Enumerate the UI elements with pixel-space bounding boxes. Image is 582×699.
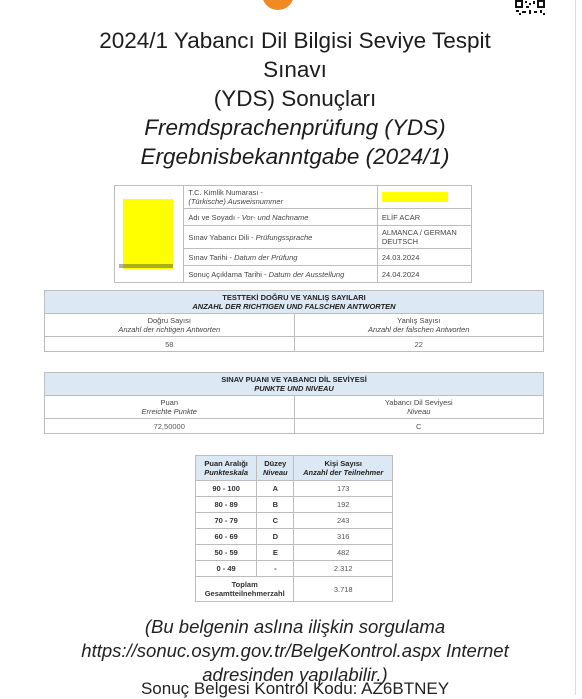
scale-range: 80 - 89: [196, 497, 257, 513]
score-scale-table: [195, 455, 393, 602]
scale-level: -: [257, 561, 294, 577]
scale-range: 70 - 79: [196, 513, 257, 529]
score-header-tr: SINAV PUANI VE YABANCI DİL SEVİYESİ: [221, 375, 367, 384]
announce-label-cell: [184, 266, 378, 283]
tc-label-cell: [184, 186, 378, 209]
table-row: [196, 561, 393, 577]
scale-col-range-tr: Puan Aralığı: [204, 459, 248, 468]
scale-count: 482: [294, 545, 393, 561]
scale-level: E: [257, 545, 294, 561]
scale-range: 0 - 49: [196, 561, 257, 577]
wrong-value: 22: [294, 337, 544, 352]
qr-code-icon: [514, 0, 546, 16]
wrong-label: Yanlış Sayısı: [397, 316, 441, 325]
scale-range: 50 - 59: [196, 545, 257, 561]
correct-label: Doğru Sayısı: [147, 316, 191, 325]
scale-count: 316: [294, 529, 393, 545]
correct-value: 58: [45, 337, 295, 352]
title-line-5: Ergebnisbekanntgabe (2024/1): [140, 144, 450, 169]
scale-count: 192: [294, 497, 393, 513]
points-label-de: Erreichte Punkte: [141, 407, 197, 416]
scale-range: 60 - 69: [196, 529, 257, 545]
scale-col-range-de: Punkteskala: [204, 468, 248, 477]
score-header-de: PUNKTE UND NIVEAU: [254, 384, 334, 393]
level-label-de: Niveau: [407, 407, 431, 416]
correct-label-de: Anzahl der richtigen Antworten: [118, 325, 221, 334]
scale-level: D: [257, 529, 294, 545]
note-line-3: adresinden yapılabilir.): [202, 664, 388, 685]
total-row: [196, 577, 393, 602]
scale-count: 243: [294, 513, 393, 529]
photo-shadow: [119, 264, 173, 268]
scale-count: 173: [294, 481, 393, 497]
level-label: Yabancı Dil Seviyesi: [384, 398, 453, 407]
table-row: [196, 513, 393, 529]
scale-count: 2.312: [294, 561, 393, 577]
answers-header-de: ANZAHL DER RICHTIGEN UND FALSCHEN ANTWORTEN: [192, 302, 396, 311]
score-header: [45, 373, 544, 396]
page-edge: [575, 0, 576, 695]
scale-col-level: [257, 456, 294, 481]
lang-label-de: Prüfungssprache: [255, 232, 313, 242]
title-line-1: 2024/1 Yabancı Dil Bilgisi Seviye Tespit: [99, 28, 491, 53]
level-value: C: [294, 419, 544, 434]
tc-redaction: [382, 192, 448, 202]
name-value: ELİF ACAR: [377, 209, 471, 226]
total-label-de: Gesamtteilnehmerzahl: [204, 589, 285, 598]
tc-label: T.C. Kimlik Numarası -: [188, 188, 263, 197]
points-label: Puan: [160, 398, 179, 407]
date-label-de: Datum der Prüfung: [234, 252, 298, 262]
total-label-cell: [196, 577, 294, 602]
table-row: [196, 497, 393, 513]
scale-col-count-tr: Kişi Sayısı: [324, 459, 362, 468]
verification-note: [40, 615, 550, 687]
total-label: Toplam: [231, 580, 258, 589]
table-row: [196, 529, 393, 545]
announce-label: Sonuç Açıklama Tarihi -: [188, 269, 267, 279]
wrong-label-de: Anzahl der falschen Antworten: [368, 325, 470, 334]
lang-value: ALMANCA / GERMAN DEUTSCH: [377, 226, 471, 249]
correct-label-cell: [45, 314, 295, 337]
control-code: Sonuç Belgesi Kontrol Kodu: AZ6BTNEY: [140, 679, 450, 698]
photo-redaction: [123, 199, 173, 269]
scale-col-count-de: Anzahl der Teilnehmer: [303, 468, 384, 477]
scale-col-count: [294, 456, 393, 481]
document-title: [40, 26, 550, 171]
title-line-4: Fremdsprachenprüfung (YDS): [144, 115, 446, 140]
total-value: 3.718: [294, 577, 393, 602]
answers-header-tr: TESTTEKİ DOĞRU VE YANLIŞ SAYILARI: [222, 293, 366, 302]
date-label: Sınav Tarihi -: [188, 252, 232, 262]
scale-col-level-de: Niveau: [263, 468, 288, 477]
tc-label-de: (Türkische) Ausweisnummer: [188, 197, 284, 206]
candidate-info-table: [114, 185, 472, 283]
lang-label: Sınav Yabancı Dili -: [188, 232, 254, 242]
scale-level: C: [257, 513, 294, 529]
title-line-2: Sınavı: [263, 57, 327, 82]
table-row: [196, 545, 393, 561]
candidate-photo: [115, 186, 184, 283]
name-label: Adı ve Soyadı -: [188, 212, 240, 222]
lang-label-cell: [184, 226, 378, 249]
announce-label-de: Datum der Ausstellung: [268, 269, 345, 279]
wrong-label-cell: [294, 314, 544, 337]
note-line-2: https://sonuc.osym.gov.tr/BelgeKontrol.aspx Internet: [81, 640, 509, 661]
date-value: 24.03.2024: [377, 249, 471, 266]
scale-level: A: [257, 481, 294, 497]
level-label-cell: [294, 396, 544, 419]
name-label-cell: [184, 209, 378, 226]
answers-header: [45, 291, 544, 314]
tc-value-cell: [377, 186, 471, 209]
title-line-3: (YDS) Sonuçları: [213, 86, 377, 111]
date-label-cell: [184, 249, 378, 266]
points-label-cell: [45, 396, 295, 419]
scale-col-range: [196, 456, 257, 481]
note-line-1: (Bu belgenin aslına ilişkin sorgulama: [144, 616, 446, 637]
announce-value: 24.04.2024: [377, 266, 471, 283]
scale-range: 90 - 100: [196, 481, 257, 497]
scale-col-level-tr: Düzey: [264, 459, 287, 468]
points-value: 72,50000: [45, 419, 295, 434]
scale-level: B: [257, 497, 294, 513]
score-table: [44, 372, 544, 434]
osym-logo-icon: [262, 0, 294, 10]
name-label-de: Vor- und Nachname: [241, 212, 309, 222]
table-row: [196, 481, 393, 497]
answers-table: [44, 290, 544, 352]
